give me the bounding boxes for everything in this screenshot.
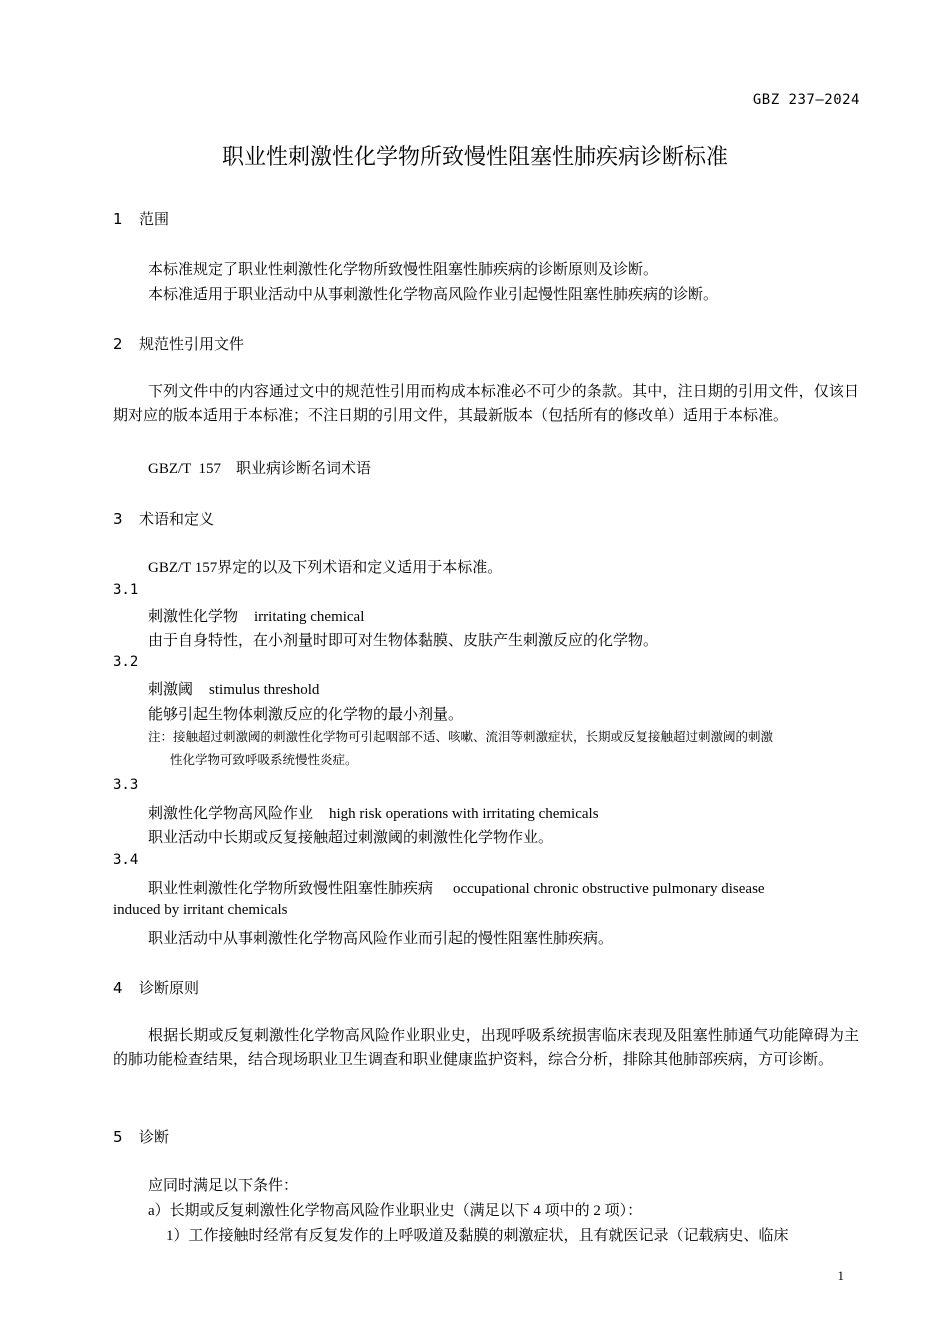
term-definition: 由于自身特性，在小剂量时即可对生物体黏膜、皮肤产生刺激反应的化学物。: [148, 633, 659, 649]
section-title: 诊断原则: [139, 979, 200, 997]
note-line-1: 接触超过刺激阈的刺激性化学物可引起咽部不适、咳嗽、流泪等刺激症状，长期或反复接触超过刺激阈的刺激: [173, 730, 774, 744]
term-definition: 职业活动中长期或反复接触超过刺激阈的刺激性化学物作业。: [148, 830, 554, 846]
term-definition: 职业活动中从事刺激性化学物高风险作业而引起的慢性阻塞性肺疾病。: [148, 931, 614, 947]
note-line-2: 性化学物可致呼吸系统慢性炎症。: [170, 753, 358, 767]
page-number: 1: [837, 1268, 844, 1283]
term-en: irritating chemical: [254, 609, 365, 625]
standard-number: GBZ 237—2024: [752, 92, 860, 108]
term-title: [148, 877, 860, 898]
term-number: 3.2: [113, 654, 139, 670]
section-number: 4: [113, 979, 123, 997]
section-title: 术语和定义: [139, 510, 215, 528]
term-title: [148, 605, 364, 626]
term-number: 3.3: [113, 777, 139, 793]
section-title: 规范性引用文件: [139, 335, 245, 353]
scope-paragraph-1: 本标准规定了职业性刺激性化学物所致慢性阻塞性肺疾病的诊断原则及诊断。: [148, 262, 659, 278]
terms-intro: GBZ/T 157界定的以及下列术语和定义适用于本标准。: [148, 560, 503, 576]
diagnosis-item-a: a）长期或反复刺激性化学物高风险作业职业史（满足以下 4 项中的 2 项）：: [148, 1203, 643, 1219]
term-title: [148, 678, 319, 699]
diagnosis-principle-paragraph: 根据长期或反复刺激性化学物高风险作业职业史，出现呼吸系统损害临床表现及阻塞性肺通气功能障碍为主的肺功能检查结果，结合现场职业卫生调查和职业健康监护资料，综合分析，排除其他肺部疾病，方可诊断。: [113, 1028, 859, 1068]
diagnosis-paragraph-1: 应同时满足以下条件：: [148, 1178, 299, 1194]
section-4-heading: [113, 977, 199, 998]
section-1-heading: [113, 208, 169, 229]
section-number: 2: [113, 335, 123, 353]
term-definition: 能够引起生物体刺激反应的化学物的最小剂量。: [148, 707, 464, 723]
section-5-heading: [113, 1126, 169, 1147]
note-label: 注：: [148, 729, 174, 744]
scope-paragraph-2: 本标准适用于职业活动中从事刺激性化学物高风险作业引起慢性阻塞性肺疾病的诊断。: [148, 287, 719, 303]
term-en-continued: induced by irritant chemicals: [113, 902, 288, 918]
diagnosis-item-a1: 1）工作接触时经常有反复发作的上呼吸道及黏膜的刺激症状，且有就医记录（记载病史、临床: [166, 1228, 789, 1244]
section-3-heading: [113, 508, 214, 529]
document-title: 职业性刺激性化学物所致慢性阻塞性肺疾病诊断标准: [221, 145, 728, 170]
term-zh: 刺激阈: [148, 680, 194, 698]
section-title: 范围: [139, 210, 170, 228]
term-en: occupational chronic obstructive pulmonary disease: [453, 881, 765, 897]
term-title: [148, 802, 599, 823]
term-zh: 刺激性化学物: [148, 607, 239, 625]
reference-item: GBZ/T 157 职业病诊断名词术语: [148, 461, 372, 477]
section-title: 诊断: [139, 1128, 170, 1146]
term-en: stimulus threshold: [209, 682, 320, 698]
section-number: 1: [113, 210, 123, 228]
term-note: [148, 725, 860, 772]
section-number: 3: [113, 510, 123, 528]
term-en: high risk operations with irritating chemicals: [329, 806, 599, 822]
normative-references-paragraph: 下列文件中的内容通过文中的规范性引用而构成本标准必不可少的条款。其中，注日期的引用文件，仅该日期对应的版本适用于本标准；不注日期的引用文件，其最新版本（包括所有的修改单）适用于本标准。: [113, 384, 859, 424]
section-2-heading: [113, 333, 244, 354]
term-zh: 职业性刺激性化学物所致慢性阻塞性肺疾病: [148, 879, 434, 897]
term-number: 3.1: [113, 582, 139, 598]
term-number: 3.4: [113, 852, 139, 868]
section-number: 5: [113, 1128, 123, 1146]
term-zh: 刺激性化学物高风险作业: [148, 804, 314, 822]
